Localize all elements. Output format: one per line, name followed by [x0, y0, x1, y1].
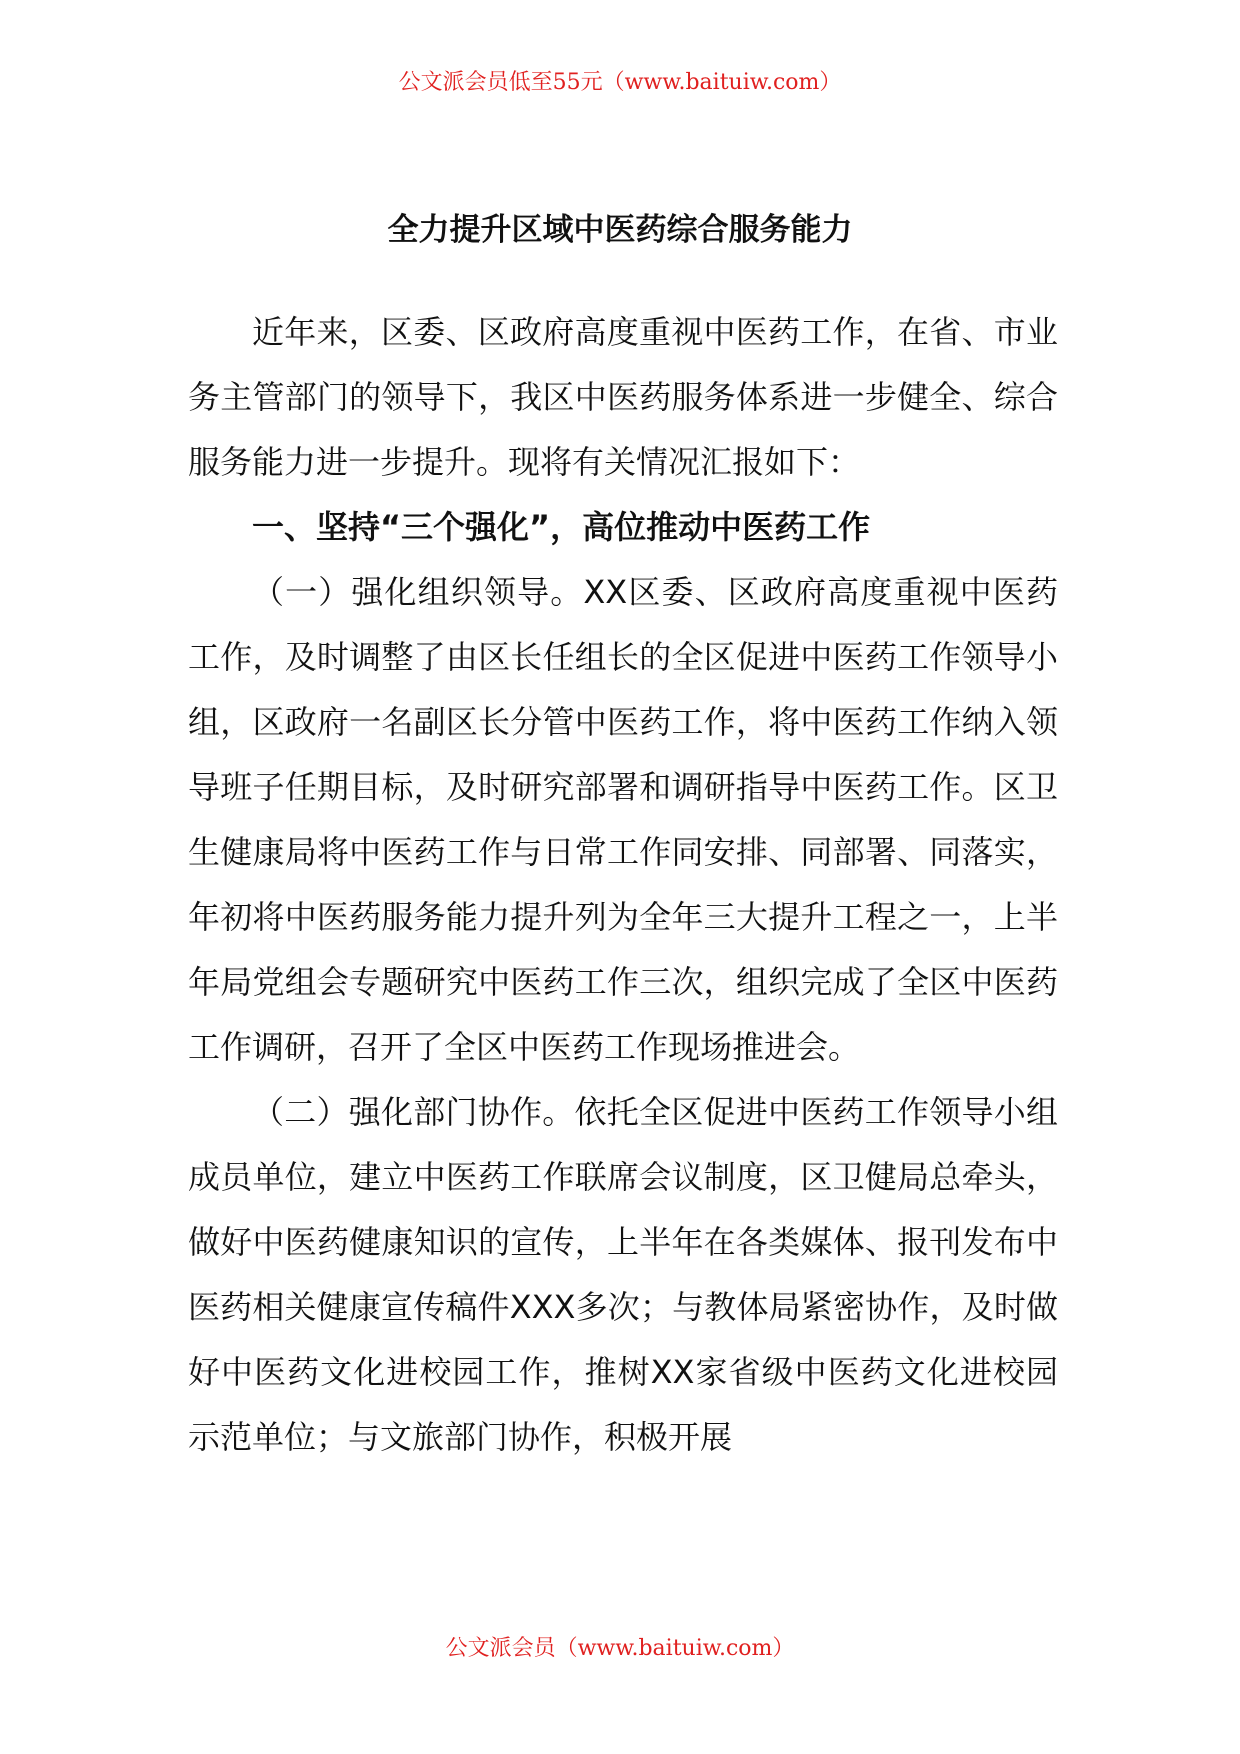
paragraph-department-cooperation: （二）强化部门协作。依托全区促进中医药工作领导小组成员单位，建立中医药工作联席会议制度，区卫健局总牵头，做好中医药健康知识的宣传，上半年在各类媒体、报刊发布中医药相关健康宣传稿件XXX多次；与教体局紧密协作，及时做好中医药文化进校园工作，推树XX家省级中医药文化进校园示范单位；与文旅部门协作，积极开展 [188, 1093, 1058, 1456]
document-title: 全力提升区域中医药综合服务能力 [387, 212, 853, 248]
intro-paragraph: 近年来，区委、区政府高度重视中医药工作，在省、市业务主管部门的领导下，我区中医药服务体系进一步健全、综合服务能力进一步提升。现将有关情况汇报如下： [188, 313, 1058, 481]
section-heading: 一、坚持“三个强化”，高位推动中医药工作 [252, 508, 871, 546]
header-watermark-note: 公文派会员低至55元（www.baituiw.com） [398, 70, 842, 95]
paragraph-organization-leadership: （一）强化组织领导。XX区委、区政府高度重视中医药工作，及时调整了由区长任组长的全区促进中医药工作领导小组，区政府一名副区长分管中医药工作，将中医药工作纳入领导班子任期目标，及时研究部署和调研指导中医药工作。区卫生健康局将中医药工作与日常工作同安排、同部署、同落实，年初将中医药服务能力提升列为全年三大提升工程之一，上半年局党组会专题研究中医药工作三次，组织完成了全区中医药工作调研，召开了全区中医药工作现场推进会。 [188, 573, 1058, 1066]
footer-watermark-note: 公文派会员（www.baituiw.com） [445, 1636, 795, 1661]
document-body [188, 300, 1058, 1470]
